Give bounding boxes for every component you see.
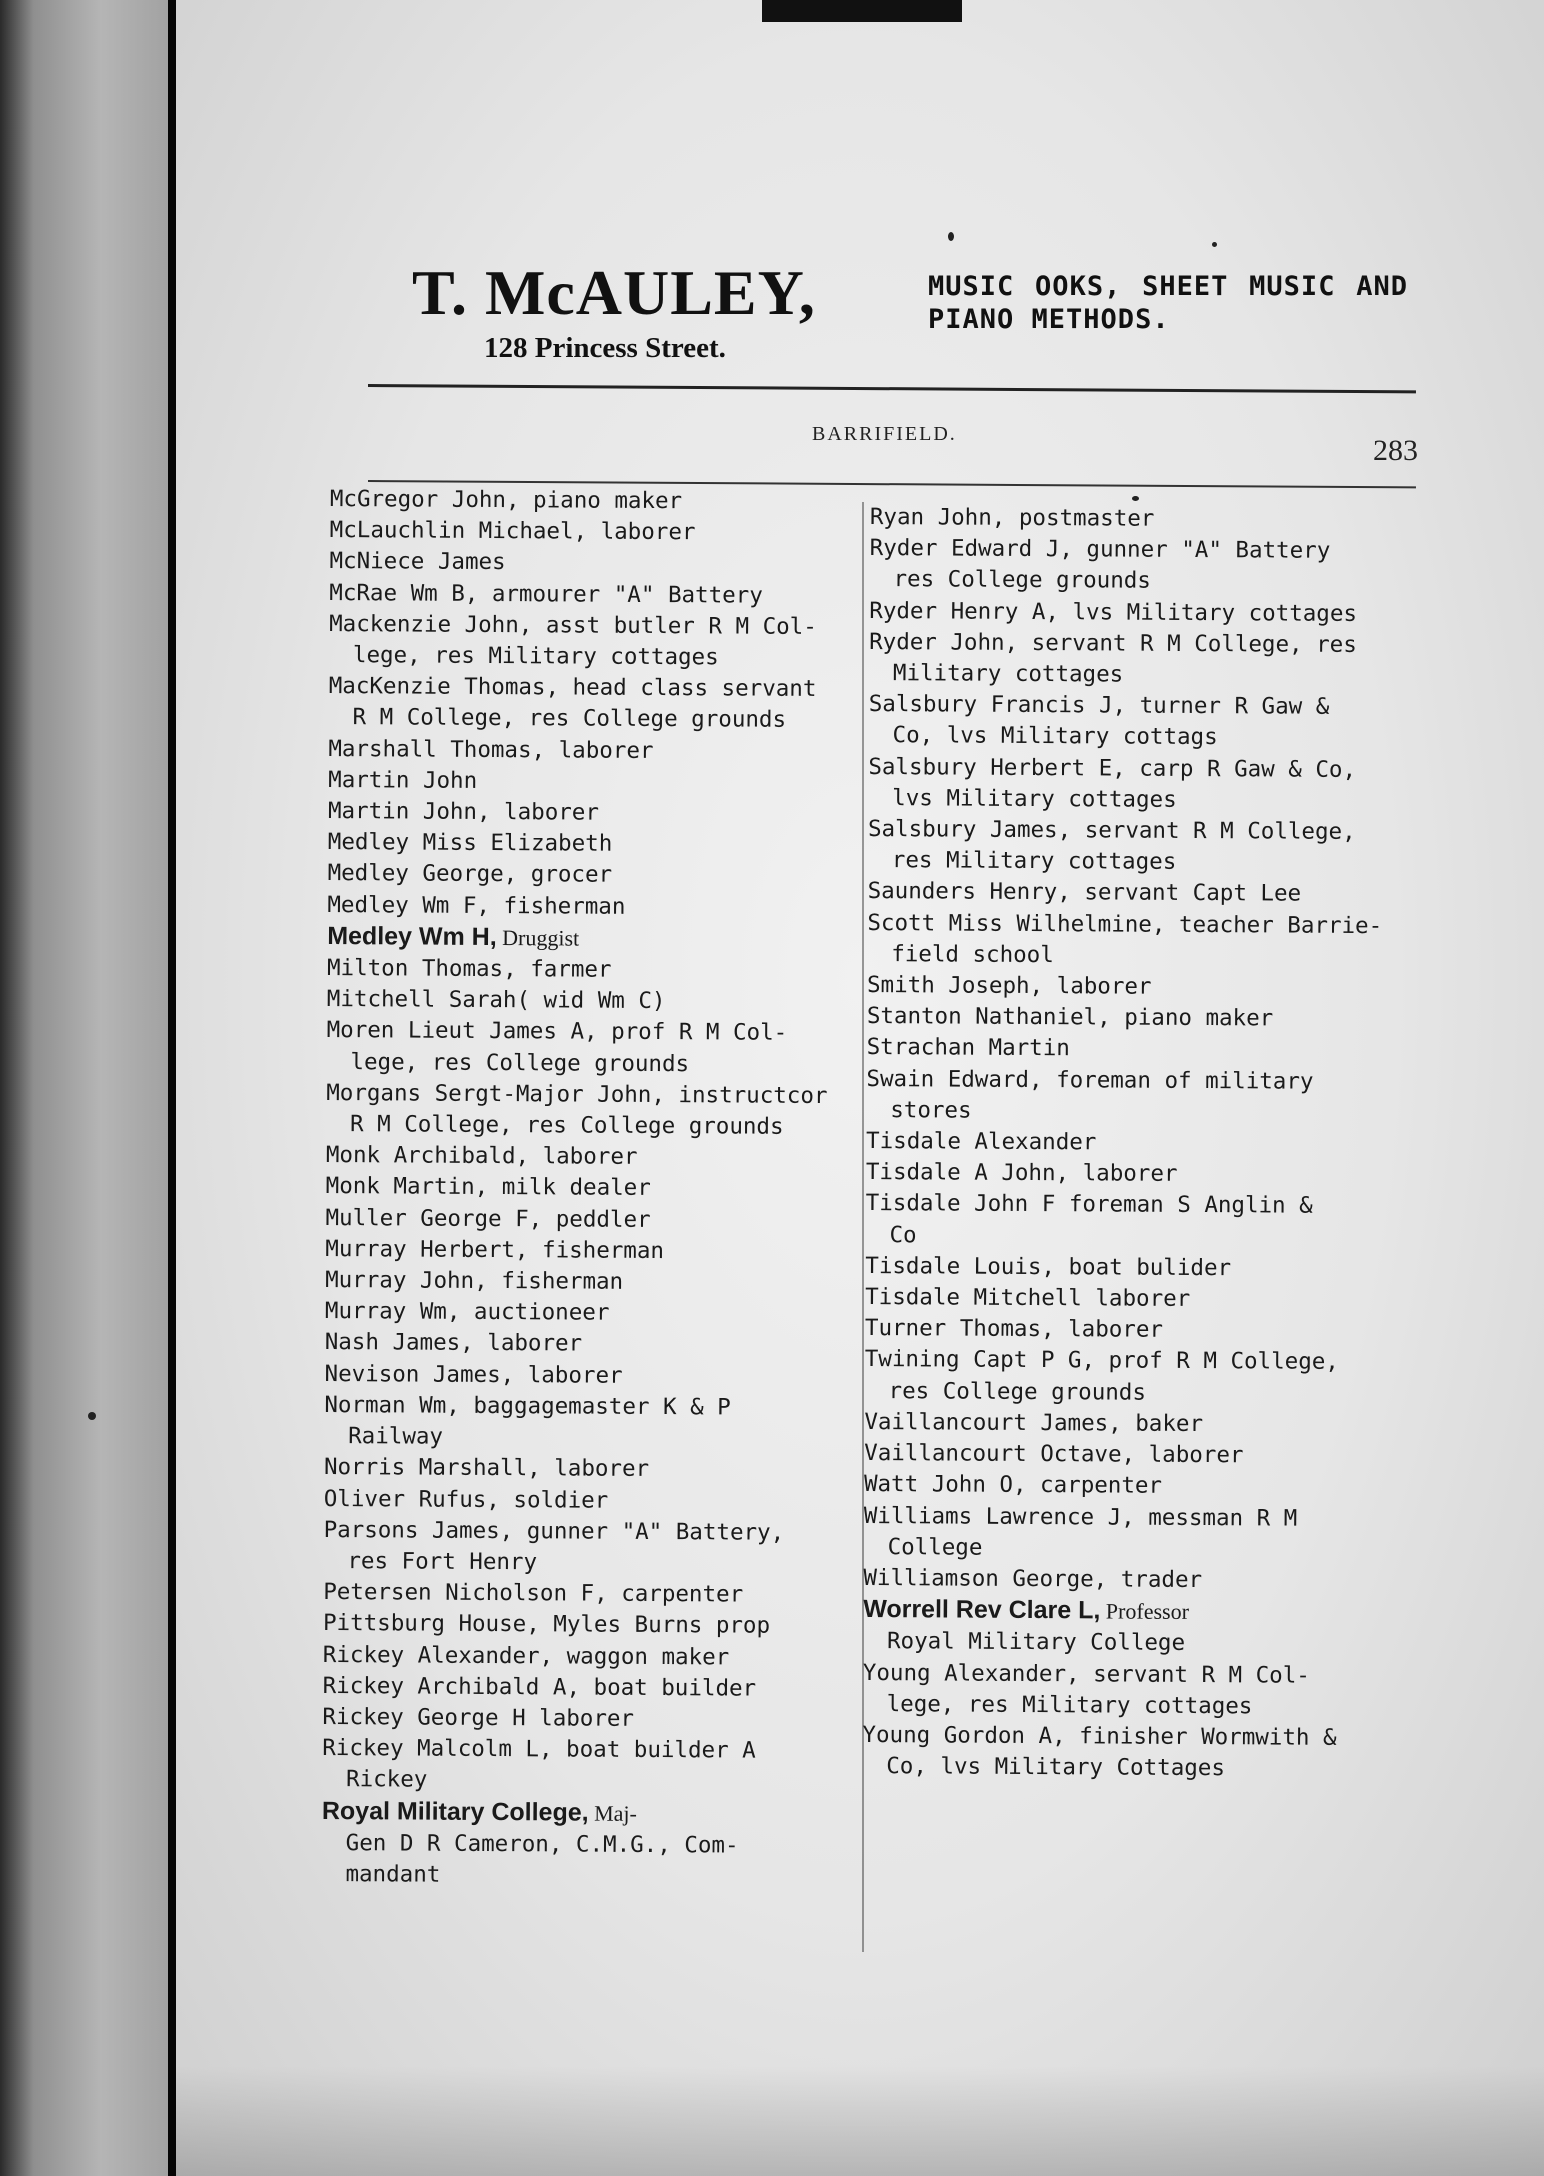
entry-line: Rickey Archibald A, boat builder (322, 1672, 757, 1702)
entry-line: Nash James, laborer (324, 1329, 583, 1358)
entry-line: Scott Miss Wilhelmine, teacher Barrie- (867, 909, 1383, 939)
entry-line: Marshall Thomas, laborer (328, 735, 654, 764)
entry-continuation: Co, lvs Military cottags (892, 722, 1218, 751)
advertisement-banner (412, 250, 1408, 390)
directory-entry (325, 1203, 873, 1238)
directory-entry (323, 1577, 871, 1612)
entry-line: Medley Miss Elizabeth (327, 829, 613, 857)
directory-entry (868, 814, 1416, 880)
entry-continuation: R M College, res College grounds (352, 704, 787, 734)
entry-line: Murray Wm, auctioneer (324, 1298, 610, 1327)
entry-line: Watt John O, carpenter (863, 1471, 1163, 1500)
entry-line (327, 921, 875, 957)
entry-continuation: stores (890, 1096, 972, 1124)
entry-line: Milton Thomas, farmer (326, 955, 612, 983)
entry-bold-name: Royal Military College, (321, 1796, 589, 1827)
directory-entry (328, 796, 876, 831)
directory-entry (864, 1438, 1412, 1473)
directory-entry (869, 627, 1417, 693)
entry-line: Stanton Nathaniel, piano maker (866, 1003, 1274, 1032)
entry-continuation: mandant (345, 1861, 441, 1888)
directory-entry (868, 752, 1416, 818)
entry-continuation: lvs Military cottages (892, 784, 1177, 813)
entry-continuation: field school (891, 940, 1054, 968)
directory-entry (321, 1796, 870, 1894)
directory-entry (326, 1078, 874, 1144)
directory-entry (328, 671, 876, 737)
entry-line: Saunders Henry, servant Capt Lee (867, 878, 1302, 908)
entry-line: MacKenzie Thomas, head class servant (328, 673, 817, 703)
scan-top-notch (762, 0, 962, 22)
directory-entry (327, 890, 875, 925)
directory-entry (866, 1157, 1414, 1192)
directory-entry (324, 1483, 872, 1518)
directory-entry (322, 1702, 870, 1737)
directory-entry (329, 546, 877, 581)
entry-line: Martin John, laborer (327, 798, 600, 826)
entry-continuation: College (887, 1533, 983, 1561)
directory-entry (869, 596, 1417, 631)
entry-continuation: Co (889, 1221, 917, 1248)
entry-line: Medley Wm F, fisherman (327, 891, 626, 920)
entry-continuation: Military cottages (892, 660, 1124, 688)
entry-line (863, 1594, 1411, 1630)
directory-entry (323, 1639, 871, 1674)
directory-entry (326, 1140, 874, 1175)
entry-line: Tisdale A John, laborer (865, 1159, 1178, 1188)
entry-line: Strachan Martin (866, 1034, 1070, 1062)
entry-continuation: res College grounds (888, 1377, 1147, 1406)
directory-entry (863, 1563, 1411, 1598)
entry-line: Oliver Rufus, soldier (323, 1485, 609, 1514)
entry-continuation: lege, res Military cottages (886, 1690, 1253, 1720)
entry-line: Morgans Sergt-Major John, instructcor (326, 1079, 828, 1109)
running-head: BARRIFIELD. (812, 423, 957, 445)
directory-entry (863, 1594, 1411, 1661)
directory-entry (865, 1251, 1413, 1286)
directory-entry (329, 609, 877, 675)
entry-line: Rickey Alexander, waggon maker (322, 1641, 730, 1670)
directory-entry (328, 765, 876, 800)
directory-entry (329, 578, 877, 613)
directory-entry (868, 876, 1416, 911)
directory-entry (330, 484, 878, 519)
directory-entry (326, 1015, 874, 1081)
directory-entry (326, 1171, 874, 1206)
entry-continuation: Co, lvs Military Cottages (886, 1753, 1226, 1782)
directory-entry (327, 984, 875, 1019)
entry-line: Muller George F, peddler (325, 1204, 651, 1233)
entry-line: Pittsburg House, Myles Burns prop (322, 1610, 771, 1640)
directory-entry (325, 1296, 873, 1331)
directory-entry (328, 734, 876, 769)
directory-entry (325, 1265, 873, 1300)
directory-entry (864, 1344, 1412, 1410)
directory-entry (330, 515, 878, 550)
entry-bold-name: Medley Wm H, (327, 921, 497, 951)
entry-line: Twining Capt P G, prof R M College, (864, 1346, 1339, 1376)
directory-entry (328, 858, 876, 893)
entry-line: Young Gordon A, finisher Wormwith & (862, 1721, 1337, 1751)
directory-entry (323, 1515, 871, 1581)
page-number: 283 (1373, 434, 1418, 467)
directory-entry (867, 908, 1415, 974)
entry-line: Moren Lieut James A, prof R M Col- (326, 1017, 788, 1047)
entry-line: McGregor John, piano maker (329, 485, 683, 515)
directory-entry (867, 970, 1415, 1005)
entry-continuation: res Fort Henry (347, 1548, 538, 1576)
entry-line: Martin John (328, 766, 478, 794)
entry-line: Tisdale Alexander (866, 1128, 1097, 1156)
entry-line: Tisdale John F foreman S Anglin & (865, 1190, 1313, 1220)
directory-entry (323, 1608, 871, 1643)
directory-entry (324, 1390, 872, 1456)
page-gutter-line (168, 0, 176, 2176)
entry-line: Mackenzie John, asst butler R M Col- (329, 610, 817, 640)
entry-line: Vaillancourt James, baker (864, 1408, 1204, 1437)
directory-entry (863, 1657, 1411, 1723)
entry-line: Turner Thomas, laborer (864, 1315, 1164, 1344)
entry-line: Ryder John, servant R M College, res (869, 628, 1357, 658)
directory-entry (322, 1733, 870, 1799)
entry-line: Vaillancourt Octave, laborer (864, 1440, 1244, 1469)
entry-suffix: Professor (1100, 1598, 1190, 1625)
entry-line: Williams Lawrence J, messman R M (863, 1502, 1298, 1532)
directory-entry (867, 1001, 1415, 1036)
ink-speck (88, 1412, 96, 1420)
directory-entry (862, 1720, 1410, 1786)
directory-entry (865, 1188, 1413, 1254)
directory-entry (867, 1032, 1415, 1067)
page-bottom-shadow (176, 2066, 1544, 2176)
entry-line: Medley George, grocer (327, 860, 613, 889)
entry-line: Rickey George H laborer (322, 1703, 635, 1732)
entry-line: Monk Martin, milk dealer (325, 1173, 651, 1202)
entry-line: Parsons James, gunner "A" Battery, (323, 1516, 785, 1546)
entry-line: Salsbury Herbert E, carp R Gaw & Co, (868, 753, 1357, 783)
entry-line: Monk Archibald, laborer (325, 1142, 638, 1171)
directory-entry (865, 1282, 1413, 1317)
entry-continuation: R M College, res College grounds (350, 1111, 784, 1140)
advertiser-address: 128 Princess Street. (484, 332, 726, 364)
advertiser-name: T. McAULEY, (412, 257, 816, 328)
entry-line: Rickey Malcolm L, boat builder A (322, 1735, 756, 1764)
entry-suffix: Druggist (496, 924, 580, 951)
directory-entry (325, 1234, 873, 1269)
facing-page-edge (0, 0, 168, 2176)
entry-line: Ryan John, postmaster (869, 503, 1155, 532)
entry-continuation: lege, res Military cottages (352, 642, 719, 671)
entry-line: Norris Marshall, laborer (323, 1454, 650, 1483)
entry-line: Mitchell Sarah( wid Wm C) (326, 986, 666, 1015)
entry-line: Ryder Edward J, gunner "A" Battery (869, 535, 1331, 565)
ink-speck (1212, 242, 1217, 247)
entry-continuation: Royal Military College (886, 1628, 1186, 1657)
entry-line (322, 1796, 870, 1832)
entry-line: Murray John, fisherman (325, 1267, 624, 1295)
entry-line: Salsbury Francis J, turner R Gaw & (868, 691, 1330, 721)
entry-line: Tisdale Mitchell laborer (865, 1284, 1191, 1313)
entry-line: Murray Herbert, fisherman (325, 1235, 665, 1264)
entry-line: Smith Joseph, laborer (866, 972, 1152, 1000)
entry-line: Williamson George, trader (863, 1564, 1203, 1593)
directory-entry (327, 921, 875, 957)
entry-line: McLauchlin Michael, laborer (329, 517, 696, 546)
directory-entry (866, 1126, 1414, 1161)
entry-continuation: Gen D R Cameron, C.M.G., Com- (345, 1829, 739, 1859)
directory-entry (864, 1500, 1412, 1566)
directory-entry (864, 1469, 1412, 1504)
directory-entry (327, 953, 875, 988)
entry-continuation: res College grounds (893, 566, 1151, 595)
entry-continuation: lege, res College grounds (350, 1048, 690, 1077)
directory-entry (324, 1452, 872, 1487)
entry-line: Ryder Henry A, lvs Military cottages (869, 597, 1358, 627)
entry-line: Swain Edward, foreman of military (866, 1065, 1314, 1095)
entry-continuation: res Military cottages (891, 847, 1177, 876)
directory-entry (870, 502, 1418, 537)
directory-entry (868, 689, 1416, 755)
ink-speck (1132, 496, 1139, 501)
directory-entry (324, 1359, 872, 1394)
entry-line: McNiece James (329, 548, 506, 576)
entry-suffix: Maj- (588, 1800, 637, 1826)
advertisement-text: MUSIC OOKS, SHEET MUSIC AND PIANO METHODS. (928, 271, 1408, 335)
left-column (321, 484, 878, 1893)
directory-entry (864, 1407, 1412, 1442)
entry-line: Young Alexander, servant R M Col- (862, 1659, 1310, 1689)
entry-line: Tisdale Louis, boat bulider (865, 1252, 1232, 1282)
directory-entry (865, 1313, 1413, 1348)
entry-line: McRae Wm B, armourer "A" Battery (329, 579, 763, 609)
entry-line: Nevison James, laborer (324, 1360, 623, 1389)
directory-entry (323, 1671, 871, 1706)
directory-entry (328, 827, 876, 862)
entry-continuation: Railway (348, 1423, 444, 1450)
entry-continuation: Rickey (346, 1766, 428, 1793)
entry-line: Petersen Nicholson F, carpenter (323, 1579, 744, 1608)
ink-speck (948, 232, 954, 241)
entry-line: Salsbury James, servant R M College, (867, 816, 1356, 846)
right-column (862, 502, 1418, 1786)
directory-entry (866, 1064, 1414, 1130)
entry-line: Norman Wm, baggagemaster K & P (324, 1391, 731, 1421)
directory-entry (869, 533, 1417, 599)
entry-bold-name: Worrell Rev Clare L, (863, 1595, 1101, 1625)
directory-entry (325, 1327, 873, 1362)
